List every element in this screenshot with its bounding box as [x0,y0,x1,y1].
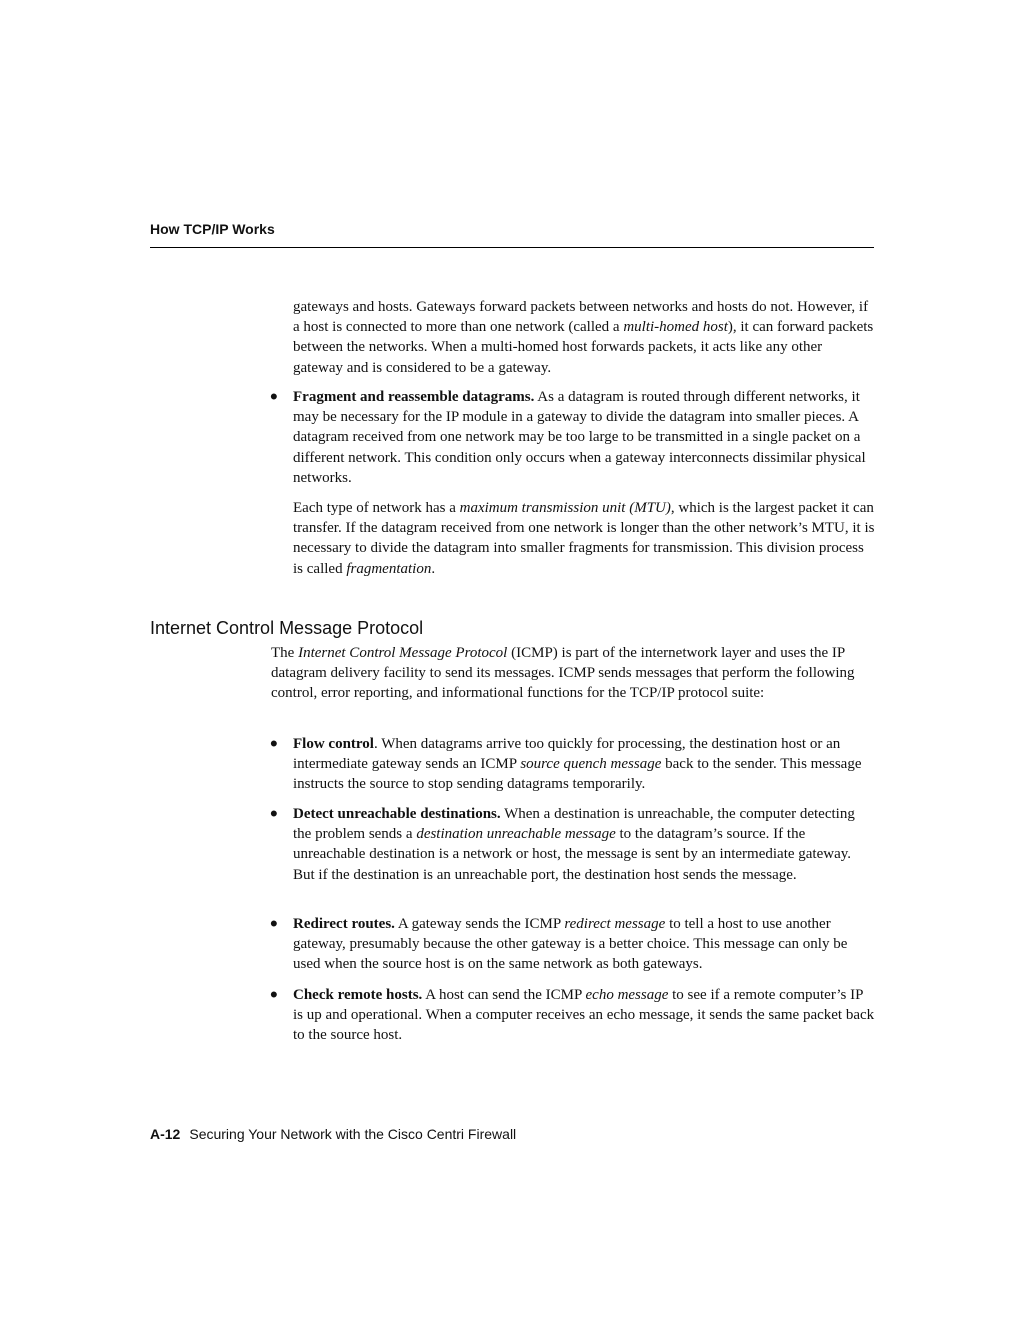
page-number: A-12 [150,1126,181,1142]
bullet-marker: • [270,982,278,1007]
bullet-marker: • [270,801,278,826]
bullet-check-remote-hosts: Check remote hosts. A host can send the ICMP echo message to see if a remote computer’s IP is up and operational. When a computer receives an echo message, it sends the same packet back to the source host. [293,987,875,1044]
bullet-fragment-reassemble: Fragment and reassemble datagrams. As a datagram is routed through different networks, it may be necessary for the IP module in a gateway to divide the datagram into smaller pieces. A datagram received from one network may be too large to be transmitted in a single packet on a different network. This condition only occurs when a gateway interconnects dissimilar physical networks. [293,389,866,486]
bullet-marker: • [270,384,278,409]
bullet-marker: • [270,911,278,936]
bullet-detect-unreachable: Detect unreachable destinations. When a destination is unreachable, the computer detecting the problem sends a destination unreachable message to the datagram’s source. If the unreachable destination is a network or host, the message is sent by an intermediate gateway. But if the destination is an unreachable port, the destination host sends the message. [293,806,855,883]
bullet-marker: • [270,731,278,756]
book-title: Securing Your Network with the Cisco Centri Firewall [189,1126,517,1142]
mtu-paragraph: Each type of network has a maximum transmission unit (MTU), which is the largest packet it can transfer. If the datagram received from one network is longer than the other network’s MTU, it is necessary to divide the datagram into smaller fragments for transmission. This division process is called fragmentation. [293,500,875,577]
section-heading: Internet Control Message Protocol [150,618,424,638]
bullet-flow-control: Flow control. When datagrams arrive too quickly for processing, the destination host or an intermediate gateway sends an ICMP source quench message back to the sender. This message instructs the source to stop sending datagrams temporarily. [293,736,862,793]
header-rule [150,247,874,248]
bullet-redirect-routes: Redirect routes. A gateway sends the ICMP redirect message to tell a host to use another gateway, presumably because the other gateway is a better choice. This message can only be used when the source host is on the same network as both gateways. [293,916,848,973]
running-header: How TCP/IP Works [150,221,275,237]
icmp-intro-paragraph: The Internet Control Message Protocol (ICMP) is part of the internetwork layer and uses the IP datagram delivery facility to send its messages. ICMP sends messages that perform the following control, error reporting, and informational functions for the TCP/IP protocol suite: [271,645,855,702]
continued-paragraph: gateways and hosts. Gateways forward packets between networks and hosts do not. However, if a host is connected to more than one network (called a multi-homed host), it can forward packets between the networks. When a multi-homed host forwards packets, it acts like any other gateway and is considered to be a gateway. [293,299,874,376]
page-footer [150,1126,516,1142]
